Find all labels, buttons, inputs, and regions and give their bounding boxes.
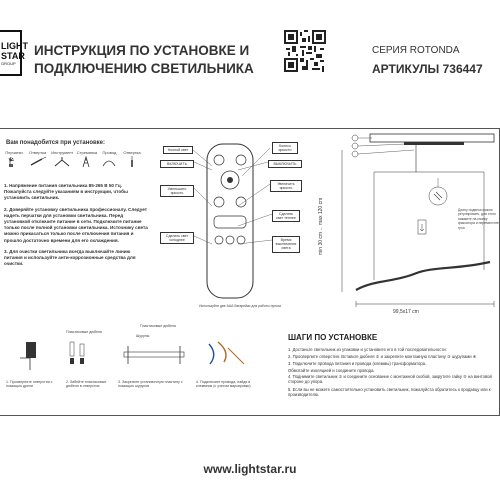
logo-line-1: LIGHT [1, 40, 28, 51]
note-2: 2. Доверяйте установку светильника профессионалу. Следует надеть перчатки для установки светильника. Перед установкой отключите питание в сети. Подключите питание только после полной установки светильника. Источнику света можно прикасаться только после отключения питания и прошло достаточно времени для его охлаждения. [4, 206, 148, 243]
tool-gloves: Перчатки [4, 150, 24, 173]
note-3: 3. Для очистки светильника всегда выключайте линию питания и используйте анти-коррозионные средства для очистки. [4, 248, 136, 267]
ladder-icon [77, 156, 97, 168]
pliers-icon [51, 156, 73, 168]
remote-label-timer: Время выключения света [272, 236, 300, 253]
remote-label-warmer: Сделать свет теплее [272, 210, 300, 222]
remote-callout-lines [190, 148, 280, 248]
remote-label-on: ВКЛЮЧИТЬ [160, 160, 194, 168]
strip-caption-2: 2. Забейте пластиковые дюбеля в отверстия [66, 380, 107, 389]
diagram-side-note: Длину подвеса можно регулировать, для этого нажмите на кнопку фиксатора и переместите трос [458, 208, 499, 230]
strip-label-dowels-1: Пластиковые дюбеля [66, 330, 102, 334]
wire-icon [100, 156, 118, 168]
size-dimension-label: 99,5x17 cm [393, 309, 419, 315]
strip-label-screws: Шурупы [136, 334, 150, 338]
strip-caption-3: 3. Закрепите установочную пластину с помощью шурупов [118, 380, 183, 389]
remote-caption: Используйте две ААА батарейки для работы пульта [199, 304, 281, 308]
tool-screwdriver: Отвертка [28, 150, 48, 173]
remote-label-off: ВЫКЛЮЧИТЬ [268, 160, 302, 168]
step-item: 5. Если вы не можете самостоятельно установить светильник, пожалуйста обратитесь к продавцу или к производителю. [288, 386, 491, 398]
title-line-2: ПОДКЛЮЧЕНИЮ СВЕТИЛЬНИКА [34, 61, 254, 76]
strip-caption-4: 4. Подключите провода, найдя в клеммник (с учетом маркировки) [196, 380, 251, 389]
remote-label-dim: Уменьшить яркость [160, 185, 194, 197]
qr-code-icon[interactable] [284, 30, 326, 72]
steps-title: ШАГИ ПО УСТАНОВКЕ [288, 333, 378, 342]
remote-label-wheel: Колесо яркости [272, 142, 298, 154]
series-name: СЕРИЯ ROTONDA [372, 45, 460, 56]
step-item: 3. Подключите провода питания и провода (клеммы) трансформатора. [288, 361, 427, 366]
height-dimension-label: min 30 cm ... max 120 cm [318, 197, 324, 255]
remote-label-cooler: Сделать свет холоднее [160, 232, 194, 244]
logo-sub: GROUP [1, 60, 16, 66]
note-1: 1. Напряжение питания светильника 85-265 В 50 Гц. Пожалуйста следуйте указаниям в инструкции, чтобы установить светильник. [4, 183, 128, 201]
article-number: АРТИКУЛЫ 736447 [372, 62, 483, 76]
page-title [34, 42, 274, 78]
tool-ladder: Стремянка [77, 150, 97, 173]
screwdriver-icon [28, 156, 48, 168]
tools-title: Вам понадобится при установке: [6, 140, 106, 146]
title-line-1: ИНСТРУКЦИЯ ПО УСТАНОВКЕ И [34, 43, 250, 58]
website-link[interactable]: www.lightstar.ru [203, 462, 297, 476]
step-item: 4. Поднимите светильник ① и соедините основание с монтажной скобой, закрутите гайку ⑤ на винтовой стороне до упора. [288, 374, 492, 385]
screwdriver-icon [122, 156, 142, 168]
step-item: Обмотайте изоляцией и соедините провода. [288, 368, 375, 373]
remote-label-night-light: Ночной свет [163, 146, 193, 154]
brand-logo [0, 30, 28, 76]
remote-label-bright: Увеличить яркость [270, 180, 302, 192]
gloves-icon [4, 156, 24, 168]
steps-list [288, 346, 496, 398]
step-item: 1. Достаньте светильник из упаковки и установите его в той последовательности: [288, 347, 447, 352]
step-item: 2. Просверлите отверстия. Вставьте дюбеля ② и закрепите монтажную пластину ③ шурупами ④ [288, 354, 477, 359]
install-strip-illustrations [4, 336, 254, 376]
strip-caption-1: 1. Просверлите отверстия с помощью дрели [6, 380, 53, 389]
tool-instrument: Инструмент [51, 150, 73, 173]
strip-label-dowels-2: Пластиковые дюбеля [140, 324, 176, 328]
logo-line-2: STAR [1, 50, 25, 61]
series-block [372, 42, 500, 78]
tool-screwdriver-2: Отвертка [122, 150, 142, 173]
notes-block [4, 183, 150, 267]
tools-row [4, 150, 142, 173]
tool-wire: Провод [100, 150, 118, 173]
